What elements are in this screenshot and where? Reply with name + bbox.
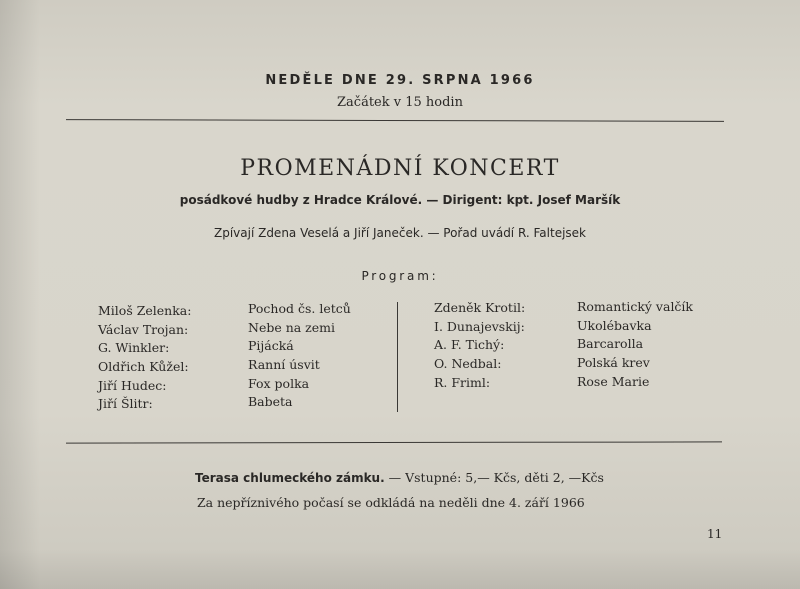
- piece: Barcarolla: [577, 336, 644, 352]
- concert-title: PROMENÁDNÍ KONCERT: [240, 156, 560, 181]
- composer: Jiří Hudec:: [98, 377, 167, 393]
- program-right-pieces: [577, 298, 693, 391]
- piece: Babeta: [248, 394, 293, 410]
- composer: Václav Trojan:: [98, 321, 189, 337]
- program-heading: Program:: [361, 269, 439, 283]
- venue-admission-line: [195, 470, 604, 485]
- composer: R. Friml:: [434, 374, 491, 390]
- program-left-composers: [98, 302, 191, 414]
- piece: Pijácká: [248, 338, 294, 354]
- event-date: NEDĚLE DNE 29. SRPNA 1966: [265, 73, 535, 88]
- page-shadow-bottom: [0, 549, 800, 589]
- composer: O. Nedbal:: [434, 356, 502, 372]
- piece: Rose Marie: [577, 373, 650, 389]
- composer: Oldřich Kůžel:: [98, 359, 189, 375]
- composer: Miloš Zelenka:: [98, 303, 192, 318]
- piece: Ranní úsvit: [248, 357, 320, 373]
- top-divider: [66, 119, 724, 122]
- program-column-divider: [397, 302, 398, 412]
- band-conductor-line: posádkové hudby z Hradce Králové. — Dirigent: kpt. Josef Maršík: [179, 193, 621, 207]
- piece: Ukolébavka: [577, 317, 652, 333]
- venue-name: Terasa chlumeckého zámku.: [195, 471, 385, 485]
- piece: Romantický valčík: [577, 299, 694, 314]
- singers-host-line: Zpívají Zdena Veselá a Jiří Janeček. — Pořad uvádí R. Faltejsek: [213, 226, 586, 240]
- weather-note: Za nepříznivého počasí se odkládá na neděli dne 4. září 1966: [197, 495, 585, 510]
- composer: A. F. Tichý:: [434, 337, 505, 353]
- page-shadow-left: [0, 0, 40, 589]
- start-time: Začátek v 15 hodin: [337, 95, 463, 110]
- program-left-pieces: [248, 300, 351, 412]
- program-right-composers: [434, 299, 525, 392]
- admission-text: — Vstupné: 5,— Kčs, děti 2, —Kčs: [384, 470, 604, 485]
- composer: Zdeněk Krotil:: [434, 300, 526, 315]
- composer: G. Winkler:: [98, 340, 170, 356]
- bottom-divider: [66, 441, 722, 443]
- piece: Polská krev: [577, 355, 650, 371]
- piece: Pochod čs. letců: [248, 301, 351, 316]
- page-number: 11: [707, 527, 723, 541]
- piece: Nebe na zemi: [248, 319, 336, 335]
- composer: I. Dunajevskij:: [434, 318, 525, 334]
- composer: Jiří Šlitr:: [98, 396, 153, 412]
- piece: Fox polka: [248, 375, 310, 391]
